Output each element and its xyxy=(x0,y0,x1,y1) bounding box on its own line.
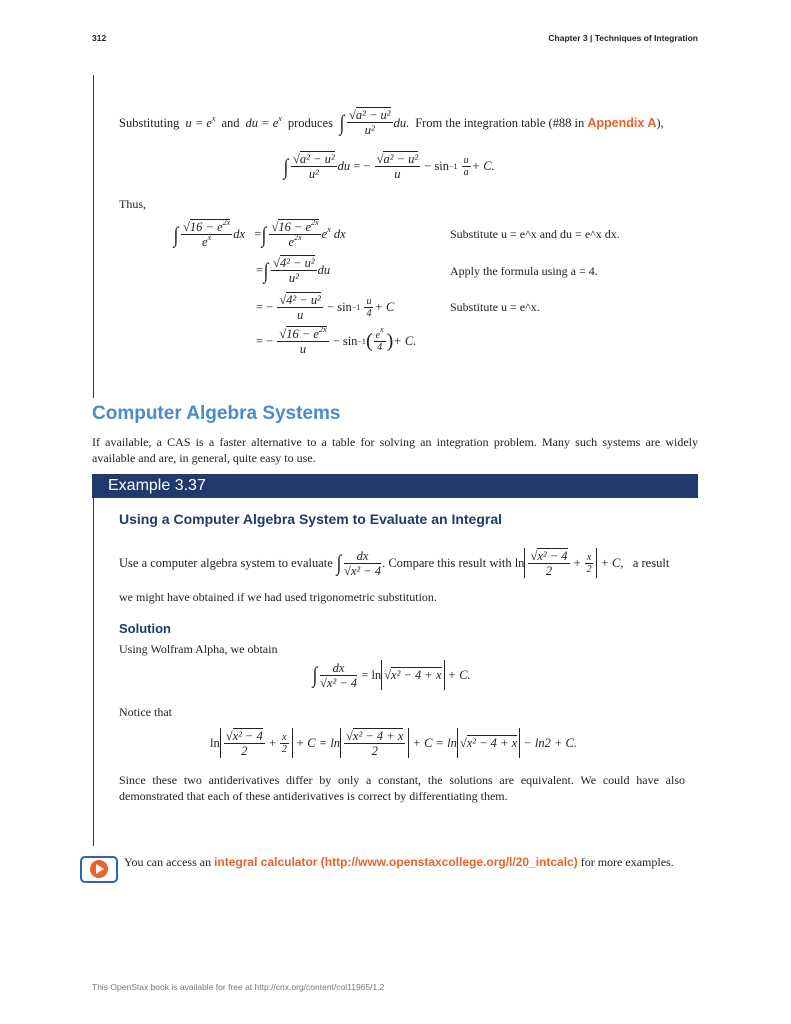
math: e xyxy=(375,330,381,341)
math: 2x xyxy=(222,218,231,227)
math: = − xyxy=(256,300,274,314)
math: x² − 4 + x xyxy=(352,728,404,743)
math: 16 − e xyxy=(189,220,223,234)
media-play-icon xyxy=(80,856,118,883)
footer-text: This OpenStax book is available for free at http://cnx.org/content/col11965/1.2 xyxy=(92,982,385,992)
math: x xyxy=(380,325,384,334)
math: x² − 4 xyxy=(537,548,568,563)
math: a xyxy=(463,167,469,178)
math: u xyxy=(297,308,304,322)
appendix-a-link[interactable]: Appendix A xyxy=(587,115,657,130)
math: x xyxy=(327,225,331,234)
math: dx xyxy=(233,227,246,241)
chapter-title: Chapter 3 | Techniques of Integration xyxy=(548,33,698,43)
math: − ln2 + C. xyxy=(523,735,577,750)
math: 2x xyxy=(294,233,302,242)
formula-88: ∫ √a² − u² u² du = − $\frac{\text{√a² − u²}}{u}$ − sin −1 u a + C. xyxy=(283,152,495,181)
step-note-1: Substitute u = e^x and du = e^x dx. xyxy=(450,227,620,241)
math: x xyxy=(211,113,216,123)
math: − sin xyxy=(332,334,358,348)
math: = − xyxy=(256,334,274,348)
math: + C, xyxy=(600,556,624,570)
derivation-line-1: ∫ $√16 - e^{2x}$ $e^x$ dx = ∫ $√16 - e^{2x}$ $e^{2x}$ $e^x$ dx xyxy=(173,218,346,249)
math: x² − 4 + x xyxy=(466,736,518,750)
example-rule-bottom xyxy=(93,498,94,846)
integral-calculator-link[interactable]: integral calculator (http://www.openstaxcollege.org/l/20_intcalc) xyxy=(214,855,578,869)
wolfram-text: Using Wolfram Alpha, we obtain xyxy=(119,642,278,656)
math: du xyxy=(317,263,331,277)
math: a² − u² xyxy=(383,152,419,166)
example-label: Example 3.37 xyxy=(108,477,206,494)
math: 2 xyxy=(281,743,287,755)
math: x xyxy=(282,731,287,743)
math: 2 xyxy=(586,563,592,575)
math: ln xyxy=(210,735,220,750)
step-note-3: Substitute u = e^x. xyxy=(450,300,540,314)
math: + xyxy=(268,735,277,750)
math: e xyxy=(321,227,328,241)
math: 16 − e xyxy=(278,220,312,234)
math: + C. xyxy=(471,159,495,173)
text: for more examples. xyxy=(580,855,674,869)
math: x xyxy=(586,551,592,563)
example-banner xyxy=(92,474,698,498)
math: u xyxy=(366,296,372,307)
integral-sign: ∫ xyxy=(173,221,179,247)
math: + C = ln xyxy=(295,735,341,750)
wolfram-result: ∫ $\frac{dx}{\text{√x² − 4}}$ = ln √ x² − 4 + x + C. xyxy=(312,660,471,690)
math: 4² − u² xyxy=(286,293,321,307)
math: a² − u² xyxy=(355,108,391,122)
derivation-line-2: = ∫ √4² − u² u² du xyxy=(256,256,331,285)
math: du = e xyxy=(245,115,279,130)
math: du xyxy=(337,159,351,173)
integral-sign: ∫ xyxy=(312,662,318,687)
math: − sin xyxy=(327,300,352,314)
math: dx xyxy=(320,661,357,676)
integral-sign: ∫ xyxy=(262,221,267,247)
math: x² − 4 xyxy=(232,728,263,743)
thus-text: Thus, xyxy=(119,197,146,211)
text: and xyxy=(221,115,240,130)
problem-line: Use a computer algebra system to evaluate ∫ dx √x² − 4 . Compare this result with ln √x² − 4 2 + $\frac{x}{2}$ + C, a result xyxy=(119,548,670,578)
math: du. xyxy=(393,115,410,130)
math: a² − u² xyxy=(299,152,335,166)
math: x² − 4 + x xyxy=(391,668,442,682)
math: u xyxy=(394,167,401,181)
text: From the integration table (#88 in xyxy=(415,115,585,130)
intro-line: Substituting $u = e^x$ and du = $e^x$ produces ∫ √a² − u² u² du. From the integration table (#88 in Appendix A ), xyxy=(119,108,664,137)
equivalence-equation: ln √x² − 4 2 + $\frac{x}{2}$ + C = ln √x² − 4 + x 2 + C = ln √ x² − 4 + x − ln2 + C. xyxy=(210,728,577,758)
text: . Compare this result with xyxy=(382,556,512,570)
integral-sign: ∫ xyxy=(336,550,342,575)
math: x² − 4 xyxy=(326,675,358,690)
conclusion-paragraph: Since these two antiderivatives differ by only a constant, the solutions are equivalent. We could have also demonstrated that each of these antiderivatives is correct by differentiating them. xyxy=(119,773,685,803)
derivation-line-3: = − $\frac{\text{√4² − u²}}{u}$ − sin −1 u 4 + C xyxy=(256,293,395,322)
example-rule-top xyxy=(93,75,94,398)
derivation-line-4: = − $\frac{√16 - e^{2x}}{u}$ − sin −1 ( $e^x$ 4 ) + C. xyxy=(256,325,417,356)
math: x² − 4 xyxy=(350,563,382,578)
math: u = e xyxy=(185,115,212,130)
math: u² xyxy=(308,167,319,181)
section-paragraph: If available, a CAS is a faster alternative to a table for solving an integration problem. Many such systems are widely available and are, in general, quite easy to use. xyxy=(92,435,698,465)
section-heading: Computer Algebra Systems xyxy=(92,403,341,424)
math: u² xyxy=(288,271,299,285)
step-note-2: Apply the formula using a = 4. xyxy=(450,264,598,278)
math: = xyxy=(256,263,264,277)
text: ), xyxy=(656,115,664,130)
math: + C = ln xyxy=(412,735,457,750)
math: dx xyxy=(333,227,346,241)
math: ln xyxy=(514,556,525,570)
calculator-note xyxy=(124,854,674,870)
math: 2x xyxy=(318,325,327,334)
math: 2 xyxy=(371,743,378,758)
math: x xyxy=(278,113,282,123)
math: + C. xyxy=(393,334,417,348)
text: Use a computer algebra system to evaluate xyxy=(119,556,333,570)
math: 2x xyxy=(311,218,319,227)
math: 4 xyxy=(377,342,383,353)
example-title: Using a Computer Algebra System to Evaluate an Integral xyxy=(119,511,503,527)
math: 4² − u² xyxy=(279,256,315,270)
math: + C. xyxy=(447,667,471,682)
math: 2 xyxy=(241,743,248,758)
math: − sin xyxy=(424,159,450,173)
math: + xyxy=(573,556,581,570)
math: u xyxy=(299,342,307,356)
notice-text: Notice that xyxy=(119,705,172,719)
text: You can access an xyxy=(124,855,212,869)
text: Substituting xyxy=(119,115,180,130)
integral-sign: ∫ xyxy=(263,257,269,283)
math: 4 xyxy=(366,308,372,319)
math: 16 − e xyxy=(286,327,319,341)
page-number: 312 xyxy=(92,33,107,43)
text: produces xyxy=(287,115,333,130)
math: = − xyxy=(353,159,371,173)
solution-heading: Solution xyxy=(119,621,171,636)
math: e xyxy=(288,235,295,249)
math: e xyxy=(202,235,208,249)
math: x xyxy=(207,233,212,242)
math: = xyxy=(254,227,262,241)
math: dx xyxy=(344,549,381,564)
math: 2 xyxy=(545,563,553,578)
text: a result xyxy=(632,556,670,570)
math: = ln xyxy=(361,667,382,682)
integral-sign: ∫ xyxy=(283,153,289,179)
integral-sign: ∫ xyxy=(339,109,345,135)
math: u² xyxy=(364,123,375,137)
math: + C xyxy=(374,300,395,314)
problem-line-2: we might have obtained if we had used trigonometric substitution. xyxy=(119,590,437,604)
math: u xyxy=(463,155,469,166)
